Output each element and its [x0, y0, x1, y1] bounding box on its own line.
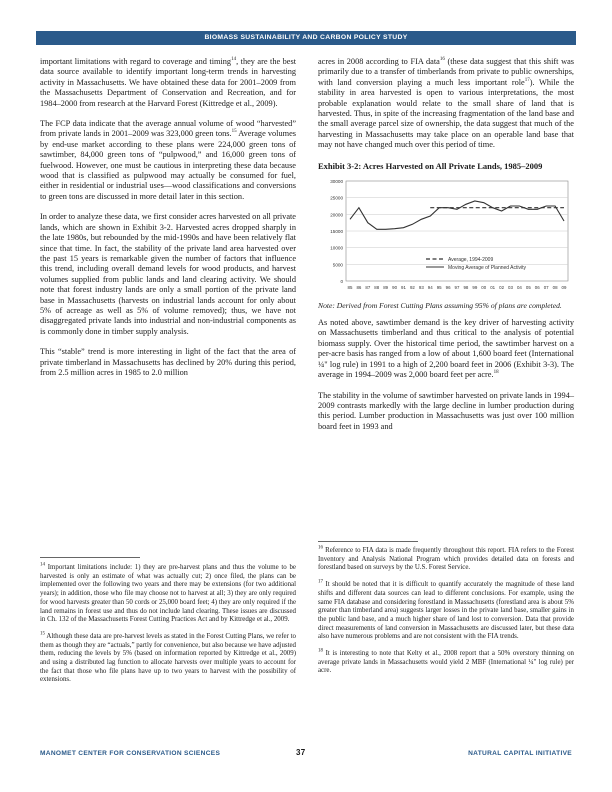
- x-tick-label: 92: [409, 284, 415, 290]
- footer-org: MANOMET CENTER FOR CONSERVATION SCIENCES: [40, 750, 221, 757]
- footnotes-right: [318, 547, 574, 684]
- paragraph: This “stable” trend is more interesting in light of the fact that the area of private timberland in Massachusetts has declined by 20% during this period, from 2.5 million acres in 1985 to 2.0 million: [40, 347, 296, 377]
- legend-label-moving-average: Moving Average of Planned Activity: [448, 264, 527, 271]
- acres-harvested-chart: [318, 175, 574, 297]
- x-tick-label: 86: [356, 284, 362, 290]
- x-tick-label: 04: [516, 284, 522, 290]
- footnote-18: $^{18}$ It is interesting to note that Kelty et al., 2008 report that a 50% overstory thinning on average private lands in Massachusetts would yield 2 MBF (International ¼" log rule) per acre.: [318, 648, 574, 675]
- x-tick-label: 87: [365, 284, 371, 290]
- paragraph: In order to analyze these data, we first consider acres harvested on all private lands, which are shown in Exhibit 3-2. Harvested acres dropped sharply in the late 1980s, but rebounded by the mid-1990s and have been relatively flat since that time. In fact, the stability of the private land area harvested over the past 15 years is remarkable given the number of factors that influence this trend, including overall demand levels for wood products, and harvest volumes supplied from public lands and land clearing activity. We should note that forest industry lands are only a small portion of the private land base in Massachusetts (harvests on industrial lands account for only about 5% of acreage as well as 5% of volume removed); thus, we have not disaggregated private lands into industrial and non-industrial components as is commonly done in timber supply analysis.: [40, 212, 296, 336]
- x-tick-label: 01: [490, 284, 496, 290]
- paragraph: The stability in the volume of sawtimber harvested on private lands in 1994–2009 contrasts markedly with the large decline in lumber production during this period. Lumber production in Massachusetts was just over 100 million board feet in 1993 and: [318, 390, 574, 431]
- x-tick-label: 96: [445, 284, 451, 290]
- x-tick-label: 94: [427, 284, 433, 290]
- legend-label-average: Average, 1994-2009: [448, 256, 494, 263]
- footnote-ref-14[interactable]: 14: [231, 57, 237, 63]
- x-tick-label: 97: [454, 284, 460, 290]
- paragraph: The FCP data indicate that the average annual volume of wood “harvested” from private lands in 2001–2009 was 323,000 green tons.$^{15}$ Average volumes by end-use market according to these plans were 224,000 green tons of sawtimber, 84,000 green tons of “pulpwood,” and 16,000 green tons of fuelwood. However, one must be cautious in interpreting these data because wood that is classified as pulpwood may actually be consumed for fuel, either in residential or industrial uses—wood classifications and conversions to green tons are discussed in more detail later in this section.: [40, 119, 296, 201]
- footnote-divider: [40, 557, 140, 558]
- footnote-17: $^{17}$ It should be noted that it is difficult to quantify accurately the magnitude of these land shifts and different data sources can lead to different conclusions. For example, using the same FIA database and considering forestland in Massachusetts (forestland area is about 5% greater than timberland area) suggests larger losses in the private land base, smaller gains in the public land base, and a much higher share of land lost to conversion. Data that provide direct measurements of land conversion in Massachusetts are discussed later, but these data also have numerous problems and are not consistent with the FIA trends.: [318, 579, 574, 641]
- y-tick-label: 10000: [330, 245, 343, 251]
- paragraph: important limitations with regard to coverage and timing$^{14}$, they are the best data source available to identify important long-term trends in harvesting activity in Massachusetts. We have obtained these data for 2001–2009 from the Massachusetts Department of Conservation and Recreation, and for 1984–2000 from research at the Harvard Forest (Kittredge et al., 2009).: [40, 57, 296, 108]
- left-column: [40, 57, 296, 388]
- footnote-14: $^{14}$ Important limitations include: 1) they are pre-harvest plans and thus the volume to be harvested is only an estimate of what was actually cut; 2) once filed, the plans can be implemented over the following two years and there may be extensions (for two additional years); in addition, those who file may choose not to harvest at all; 3) they are only required for wood harvests greater than 50 cords or 25,000 board feet; 4) they are only required if the land remains in forest use and thus do not include land clearing. These issues are discussed in Ch. 132 of the Massachusetts Forest Cutting Practices Act and by Kittredge et al., 2009.: [40, 562, 296, 624]
- x-tick-label: 85: [347, 284, 353, 290]
- footnote-ref-15[interactable]: 15: [231, 129, 237, 135]
- footnote-ref-18[interactable]: 18: [493, 370, 499, 376]
- x-tick-label: 07: [543, 284, 549, 290]
- x-tick-label: 95: [436, 284, 442, 290]
- y-tick-label: 15000: [330, 228, 343, 234]
- x-tick-label: 06: [534, 284, 540, 290]
- y-tick-label: 0: [340, 278, 343, 284]
- y-tick-label: 25000: [330, 195, 343, 201]
- x-tick-label: 09: [561, 284, 567, 290]
- footnote-15: $^{15}$ Although these data are pre-harvest levels as stated in the Forest Cutting Plans, we refer to them as though they are “actuals,” partly for convenience, but also because we have adjusted them, reducing the levels by 5% (based on information reported by Kittredge et al., 2009) and using a distributed lag function to allocate harvests over multiple years to account for the fact that those who file plans have up to two years to harvest with the possibility of extensions.: [40, 631, 296, 684]
- chart-note: Note: Derived from Forest Cutting Plans assuming 95% of plans are completed.: [318, 300, 562, 310]
- chart-svg: [318, 175, 574, 297]
- paragraph: acres in 2008 according to FIA data$^{16}$ (these data suggest that this shift was primarily due to a transfer of timberlands from private to public ownerships, with land conversion playing a much less important role$^{17}$). While the stability in area harvested is open to various interpretations, the most probable explanation would relate to the small share of land that is harvested. Thus, in spite of the increasing fragmentation of the land base and the small average parcel size of ownership, the data suggest that much of the harvesting in Massachusetts may take place on an operable land base that may not have changed much over this period of time.: [318, 57, 575, 150]
- running-header: BIOMASS SUSTAINABILITY AND CARBON POLICY STUDY: [36, 31, 576, 45]
- footnote-16: $^{16}$ Reference to FIA data is made frequently throughout this report. FIA refers to the Forest Inventory and Analysis National Program which provides detailed data on forests and forestland based on surveys by the U.S. Forest Service.: [318, 545, 574, 572]
- paragraph: As noted above, sawtimber demand is the key driver of harvesting activity on Massachusetts timberland and thus critical to the analysis of potential biomass supply. Over the historical time period, the sawtimber harvest on a per-acre basis has ranged from a low of about 1,600 board feet (International ¼" log rule) in 1991 to a high of 2,200 board feet in 2006 (Exhibit 3-3). The average in 1994–2009 was 2,000 board feet per acre.$^{18}$: [318, 318, 574, 380]
- exhibit-title: Exhibit 3-2: Acres Harvested on All Private Lands, 1985–2009: [318, 160, 543, 171]
- page-number: 37: [296, 748, 306, 757]
- y-tick-label: 20000: [330, 211, 343, 217]
- x-tick-label: 05: [525, 284, 531, 290]
- x-tick-label: 00: [481, 284, 487, 290]
- y-tick-label: 30000: [330, 178, 343, 184]
- x-tick-label: 93: [418, 284, 424, 290]
- footnote-divider: [318, 541, 418, 542]
- x-tick-label: 99: [472, 284, 478, 290]
- right-column: [318, 57, 574, 442]
- footnote-ref-17[interactable]: 17: [524, 78, 530, 84]
- x-tick-label: 89: [383, 284, 389, 290]
- footnotes-left: [40, 564, 296, 693]
- x-tick-label: 91: [401, 284, 406, 290]
- x-tick-label: 88: [374, 284, 380, 290]
- footnote-ref-16[interactable]: 16: [439, 57, 445, 63]
- x-tick-label: 03: [508, 284, 513, 290]
- footer-initiative: NATURAL CAPITAL INITIATIVE: [468, 750, 572, 757]
- x-tick-label: 08: [552, 284, 558, 290]
- x-tick-label: 02: [499, 284, 505, 290]
- x-tick-label: 90: [392, 284, 398, 290]
- y-tick-label: 5000: [332, 261, 343, 267]
- x-tick-label: 98: [463, 284, 469, 290]
